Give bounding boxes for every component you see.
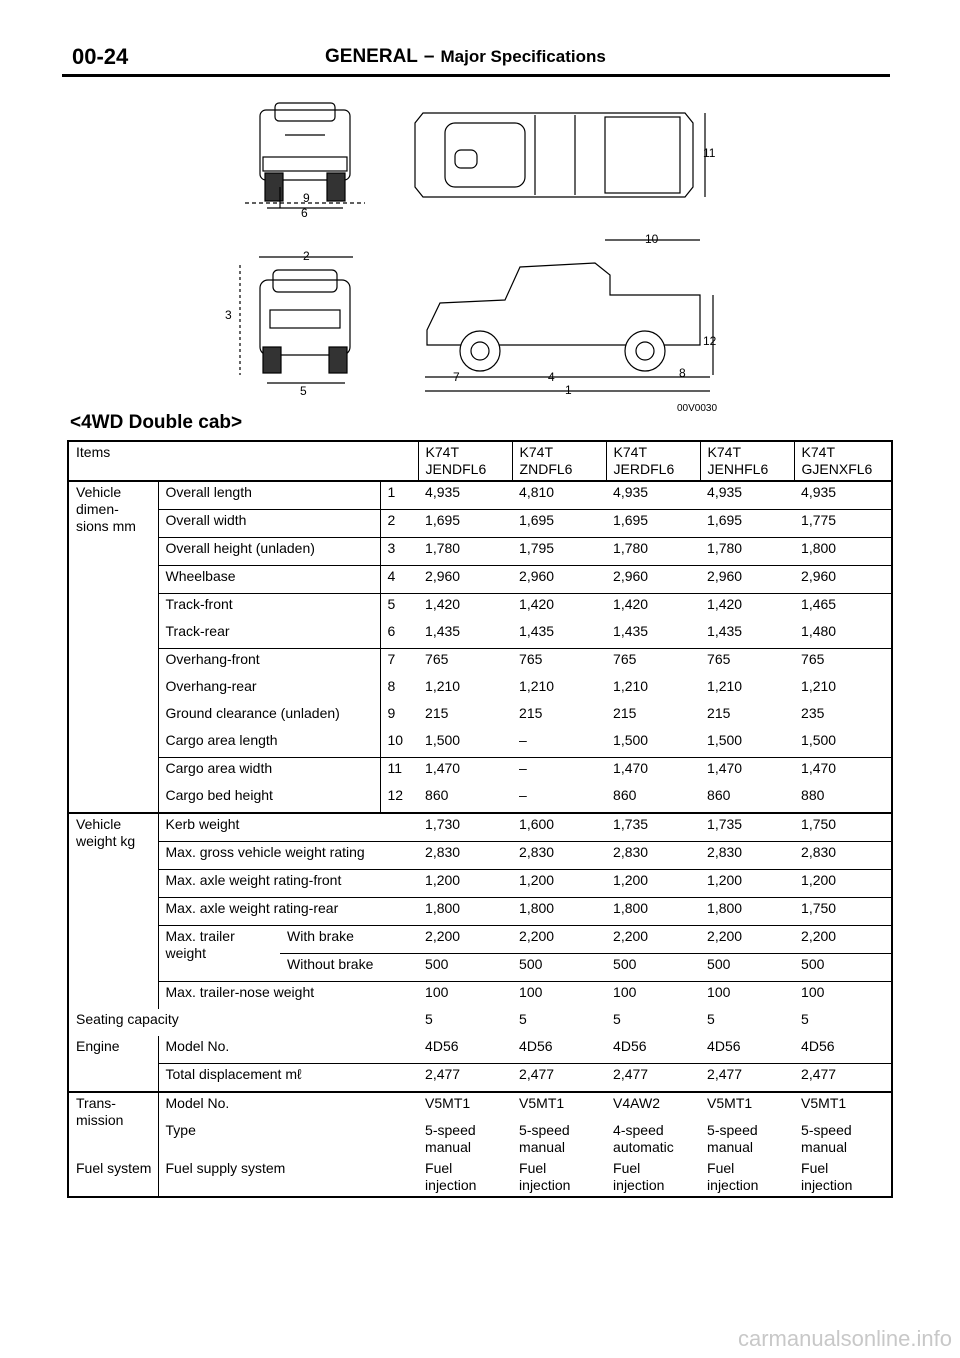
table-row: [68, 1158, 892, 1197]
spec-value: 1,500: [425, 732, 461, 748]
spec-value: 1,210: [801, 678, 837, 694]
spec-name: With brake: [280, 926, 418, 954]
spec-name: Overall length: [158, 481, 380, 510]
dim-ref-number: 1: [380, 481, 418, 510]
spec-name: Model No.: [158, 1092, 418, 1120]
spec-value: [700, 1158, 794, 1197]
spec-value: 1,695: [512, 510, 606, 538]
table-row: [68, 1009, 892, 1036]
table-row: [68, 481, 892, 510]
spec-value: 2,960: [512, 566, 606, 594]
spec-value: 500: [794, 954, 892, 982]
spec-value: 1,210: [425, 678, 461, 694]
spec-value: 2,960: [418, 566, 512, 594]
spec-value: 4,935: [700, 481, 794, 510]
value-line: 5-speed: [707, 1122, 758, 1138]
spec-value: 1,800: [794, 538, 892, 566]
spec-value: 1,500: [801, 732, 837, 748]
spec-value: 2,960: [606, 566, 700, 594]
table-row: [68, 676, 892, 703]
title-separator: –: [423, 46, 435, 67]
spec-name: Overall height (unladen): [158, 538, 380, 566]
value-line: injection: [425, 1177, 477, 1193]
page-header: [62, 40, 890, 77]
table-row: [68, 926, 892, 954]
spec-name: Track-rear: [158, 621, 380, 649]
spec-name: Max. gross vehicle weight rating: [158, 842, 418, 870]
value-line: 5-speed: [519, 1122, 570, 1138]
spec-value: 100: [418, 982, 512, 1010]
spec-value: 1,750: [794, 898, 892, 926]
spec-value: 500: [606, 954, 700, 982]
spec-name: Fuel supply system: [158, 1158, 418, 1197]
figure-code: 00V0030: [677, 403, 718, 414]
spec-value: 2,477: [606, 1064, 700, 1093]
value-line: automatic: [613, 1139, 674, 1155]
spec-name: Type: [158, 1120, 418, 1158]
spec-value: 1,420: [512, 594, 606, 622]
model-variant: JERDFL6: [613, 461, 675, 477]
spec-value: 1,470: [700, 758, 794, 786]
spec-value: 4,935: [606, 481, 700, 510]
spec-value: 880: [801, 787, 825, 803]
spec-value: 4,935: [794, 481, 892, 510]
table-row: [68, 870, 892, 898]
value-line: Fuel: [707, 1160, 735, 1176]
spec-value: 215: [425, 705, 449, 721]
model-variant: ZNDFL6: [519, 461, 573, 477]
spec-value: 1,600: [512, 813, 606, 842]
spec-value: 2,200: [512, 926, 606, 954]
table-row: [68, 813, 892, 842]
section-subtitle: Major Specifications: [440, 47, 606, 66]
spec-value: 860: [425, 787, 449, 803]
spec-value: 4D56: [425, 1038, 459, 1054]
spec-name: Wheelbase: [158, 566, 380, 594]
spec-value: 2,200: [794, 926, 892, 954]
table-row: [68, 785, 892, 813]
spec-value: 1,470: [794, 758, 892, 786]
spec-value: 1,210: [613, 678, 649, 694]
spec-value: 235: [801, 705, 825, 721]
spec-value: 1,800: [700, 898, 794, 926]
value-line: injection: [613, 1177, 665, 1193]
value-line: injection: [519, 1177, 571, 1193]
dim-label-8: 8: [679, 366, 686, 380]
spec-value: 4D56: [801, 1038, 835, 1054]
spec-value: 1,695: [606, 510, 700, 538]
value-line: manual: [801, 1139, 847, 1155]
spec-value: 1,795: [512, 538, 606, 566]
spec-value: 4D56: [519, 1038, 553, 1054]
table-row: [68, 1036, 892, 1064]
page-title: [325, 46, 606, 68]
value-line: Fuel: [801, 1160, 829, 1176]
dim-ref-number: 2: [380, 510, 418, 538]
spec-value: [606, 1158, 700, 1197]
value-line: manual: [425, 1139, 471, 1155]
spec-value: 765: [794, 649, 892, 677]
table-row: [68, 538, 892, 566]
dim-label-7: 7: [453, 370, 460, 384]
spec-value: [794, 1120, 892, 1158]
spec-name: Overhang-front: [158, 649, 380, 677]
spec-value: V5MT1: [512, 1092, 606, 1120]
spec-value: 2,830: [700, 842, 794, 870]
model-variant: JENHFL6: [707, 461, 769, 477]
spec-name: Overhang-rear: [158, 676, 380, 703]
side-view-drawing: [425, 240, 713, 391]
spec-value: [512, 1120, 606, 1158]
spec-value: 1,465: [794, 594, 892, 622]
table-row: [68, 1120, 892, 1158]
table-row: [68, 1064, 892, 1093]
spec-value: 100: [700, 982, 794, 1010]
spec-value: V5MT1: [794, 1092, 892, 1120]
spec-value: 500: [700, 954, 794, 982]
top-view-drawing: [415, 113, 705, 197]
spec-value: 1,780: [700, 538, 794, 566]
table-row: [68, 621, 892, 649]
spec-value: [794, 1158, 892, 1197]
spec-value: 1,200: [606, 870, 700, 898]
spec-value: 1,420: [418, 594, 512, 622]
spec-name: Max. axle weight rating-rear: [158, 898, 418, 926]
spec-name: Without brake: [280, 954, 418, 982]
spec-value: 1,695: [418, 510, 512, 538]
value-line: injection: [707, 1177, 759, 1193]
spec-name: Overall width: [158, 510, 380, 538]
model-code: K74T: [519, 444, 554, 460]
table-row: [68, 594, 892, 622]
spec-value: 1,200: [700, 870, 794, 898]
dim-ref-number: 9: [380, 703, 418, 730]
dim-ref-number: 6: [380, 621, 418, 649]
spec-value: 2,200: [418, 926, 512, 954]
dim-ref-number: 12: [380, 785, 418, 813]
spec-value: 4,810: [512, 481, 606, 510]
spec-value: 1,210: [707, 678, 743, 694]
spec-value: 1,470: [606, 758, 700, 786]
dim-ref-number: 3: [380, 538, 418, 566]
spec-value: [512, 1158, 606, 1197]
table-row: [68, 1092, 892, 1120]
dim-ref-number: 10: [380, 730, 418, 758]
spec-value: 1,800: [512, 898, 606, 926]
spec-value: 5: [801, 1011, 809, 1027]
spec-value: 4D56: [613, 1038, 647, 1054]
table-row: [68, 982, 892, 1010]
spec-value: 1,435: [519, 623, 555, 639]
spec-value: 1,775: [794, 510, 892, 538]
model-code: K74T: [801, 444, 836, 460]
vehicle-dimension-figure: [215, 95, 735, 415]
spec-value: 2,960: [794, 566, 892, 594]
spec-value: 500: [512, 954, 606, 982]
spec-value: –: [519, 732, 527, 748]
dim-label-9: 9: [303, 191, 310, 205]
spec-value: 1,780: [606, 538, 700, 566]
spec-value: 4D56: [707, 1038, 741, 1054]
dim-label-2: 2: [303, 249, 310, 263]
model-code: K74T: [425, 444, 460, 460]
footer-watermark[interactable]: carmanualsonline.info: [737, 1326, 952, 1351]
dim-ref-number: 8: [380, 676, 418, 703]
model-header: [512, 441, 606, 481]
dim-label-12: 12: [703, 334, 717, 348]
spec-value: 1,480: [801, 623, 837, 639]
spec-value: 2,830: [418, 842, 512, 870]
spec-name: Max. trailer-nose weight: [158, 982, 418, 1010]
dim-label-1: 1: [565, 383, 572, 397]
value-line: manual: [519, 1139, 565, 1155]
spec-name: Total displacement mℓ: [158, 1064, 418, 1093]
cab-title: <4WD Double cab>: [70, 412, 243, 433]
model-header: [794, 441, 892, 481]
engine-group-label: Engine: [76, 1038, 120, 1054]
spec-value: 100: [606, 982, 700, 1010]
spec-name: Seating capacity: [76, 1011, 179, 1027]
spec-value: 2,200: [606, 926, 700, 954]
spec-value: 5: [425, 1011, 433, 1027]
table-row: [68, 703, 892, 730]
spec-value: 5: [519, 1011, 527, 1027]
spec-value: 1,780: [418, 538, 512, 566]
dim-ref-number: 7: [380, 649, 418, 677]
spec-value: 2,830: [794, 842, 892, 870]
spec-value: 1,200: [794, 870, 892, 898]
model-header: [418, 441, 512, 481]
table-row: [68, 566, 892, 594]
spec-value: 4,935: [418, 481, 512, 510]
spec-value: 1,695: [700, 510, 794, 538]
spec-value: 1,200: [512, 870, 606, 898]
value-line: Fuel: [519, 1160, 547, 1176]
spec-value: [418, 1158, 512, 1197]
spec-value: 765: [418, 649, 512, 677]
trailer-weight-label: Max. trailer weight: [158, 926, 280, 982]
table-row: [68, 842, 892, 870]
spec-value: 1,750: [794, 813, 892, 842]
model-code: K74T: [613, 444, 648, 460]
spec-value: [606, 1120, 700, 1158]
spec-value: 100: [512, 982, 606, 1010]
dim-label-4: 4: [548, 370, 555, 384]
model-variant: JENDFL6: [425, 461, 487, 477]
model-header: [700, 441, 794, 481]
table-row: [68, 898, 892, 926]
table-header-row: [68, 441, 892, 481]
spec-value: 1,800: [606, 898, 700, 926]
spec-value: 1,500: [613, 732, 649, 748]
value-line: 4-speed: [613, 1122, 664, 1138]
spec-value: 500: [418, 954, 512, 982]
spec-value: 2,477: [512, 1064, 606, 1093]
dim-label-11: 11: [703, 146, 716, 160]
dim-label-5: 5: [300, 384, 307, 398]
spec-value: 1,435: [613, 623, 649, 639]
spec-value: 1,800: [418, 898, 512, 926]
spec-value: 2,830: [512, 842, 606, 870]
dim-label-3: 3: [225, 308, 232, 322]
spec-value: 1,200: [418, 870, 512, 898]
table-row: [68, 730, 892, 758]
spec-value: 215: [519, 705, 543, 721]
weight-group-label: Vehicle weight kg: [68, 813, 158, 1009]
spec-value: 1,420: [700, 594, 794, 622]
front-view-drawing: [240, 257, 353, 383]
table-row: [68, 510, 892, 538]
spec-value: 1,210: [519, 678, 555, 694]
spec-name: Kerb weight: [158, 813, 418, 842]
spec-value: 1,735: [700, 813, 794, 842]
spec-value: 1,730: [418, 813, 512, 842]
spec-value: 1,435: [707, 623, 743, 639]
spec-value: 1,735: [606, 813, 700, 842]
model-header: [606, 441, 700, 481]
value-line: 5-speed: [801, 1122, 852, 1138]
spec-name: Model No.: [158, 1036, 418, 1064]
spec-value: 215: [707, 705, 731, 721]
spec-name: Cargo area width: [158, 758, 380, 786]
spec-name: Track-front: [158, 594, 380, 622]
value-line: manual: [707, 1139, 753, 1155]
spec-name: Cargo area length: [158, 730, 380, 758]
spec-value: 2,200: [700, 926, 794, 954]
spec-name: Ground clearance (unladen): [158, 703, 380, 730]
spec-value: 2,830: [606, 842, 700, 870]
spec-value: 765: [512, 649, 606, 677]
spec-value: 1,435: [425, 623, 461, 639]
spec-value: V5MT1: [700, 1092, 794, 1120]
value-line: Fuel: [425, 1160, 453, 1176]
value-line: Fuel: [613, 1160, 641, 1176]
spec-name: Cargo bed height: [158, 785, 380, 813]
model-code: K74T: [707, 444, 742, 460]
value-line: 5-speed: [425, 1122, 476, 1138]
spec-value: 5: [613, 1011, 621, 1027]
page-number: 00-24: [72, 44, 129, 69]
spec-value: 2,477: [700, 1064, 794, 1093]
spec-value: 765: [700, 649, 794, 677]
transmission-group-label: Trans- mission: [68, 1092, 158, 1158]
dim-label-10: 10: [645, 232, 659, 246]
spec-value: 1,500: [707, 732, 743, 748]
dimensions-group-label: Vehicle dimen- sions mm: [68, 481, 158, 813]
spec-value: –: [512, 758, 606, 786]
spec-value: 765: [606, 649, 700, 677]
model-variant: GJENXFL6: [801, 461, 873, 477]
fuel-group-label: Fuel system: [76, 1160, 152, 1176]
items-header: Items: [76, 444, 111, 460]
spec-value: 2,477: [794, 1064, 892, 1093]
dim-label-6: 6: [301, 206, 308, 220]
table-row: [68, 649, 892, 677]
spec-value: 2,477: [418, 1064, 512, 1093]
value-line: injection: [801, 1177, 853, 1193]
spec-value: 2,960: [700, 566, 794, 594]
spec-value: 215: [613, 705, 637, 721]
spec-value: [700, 1120, 794, 1158]
section-title: GENERAL: [325, 46, 418, 67]
spec-value: 860: [613, 787, 637, 803]
dim-ref-number: 11: [380, 758, 418, 786]
spec-value: [418, 1120, 512, 1158]
spec-value: 1,470: [418, 758, 512, 786]
spec-value: 860: [707, 787, 731, 803]
spec-value: V5MT1: [418, 1092, 512, 1120]
spec-value: 100: [794, 982, 892, 1010]
spec-value: V4AW2: [606, 1092, 700, 1120]
spec-name: Max. axle weight rating-front: [158, 870, 418, 898]
spec-value: 1,420: [606, 594, 700, 622]
spec-value: –: [519, 787, 527, 803]
dim-ref-number: 4: [380, 566, 418, 594]
table-row: [68, 758, 892, 786]
spec-table: [67, 440, 893, 1198]
dim-ref-number: 5: [380, 594, 418, 622]
spec-value: 5: [707, 1011, 715, 1027]
